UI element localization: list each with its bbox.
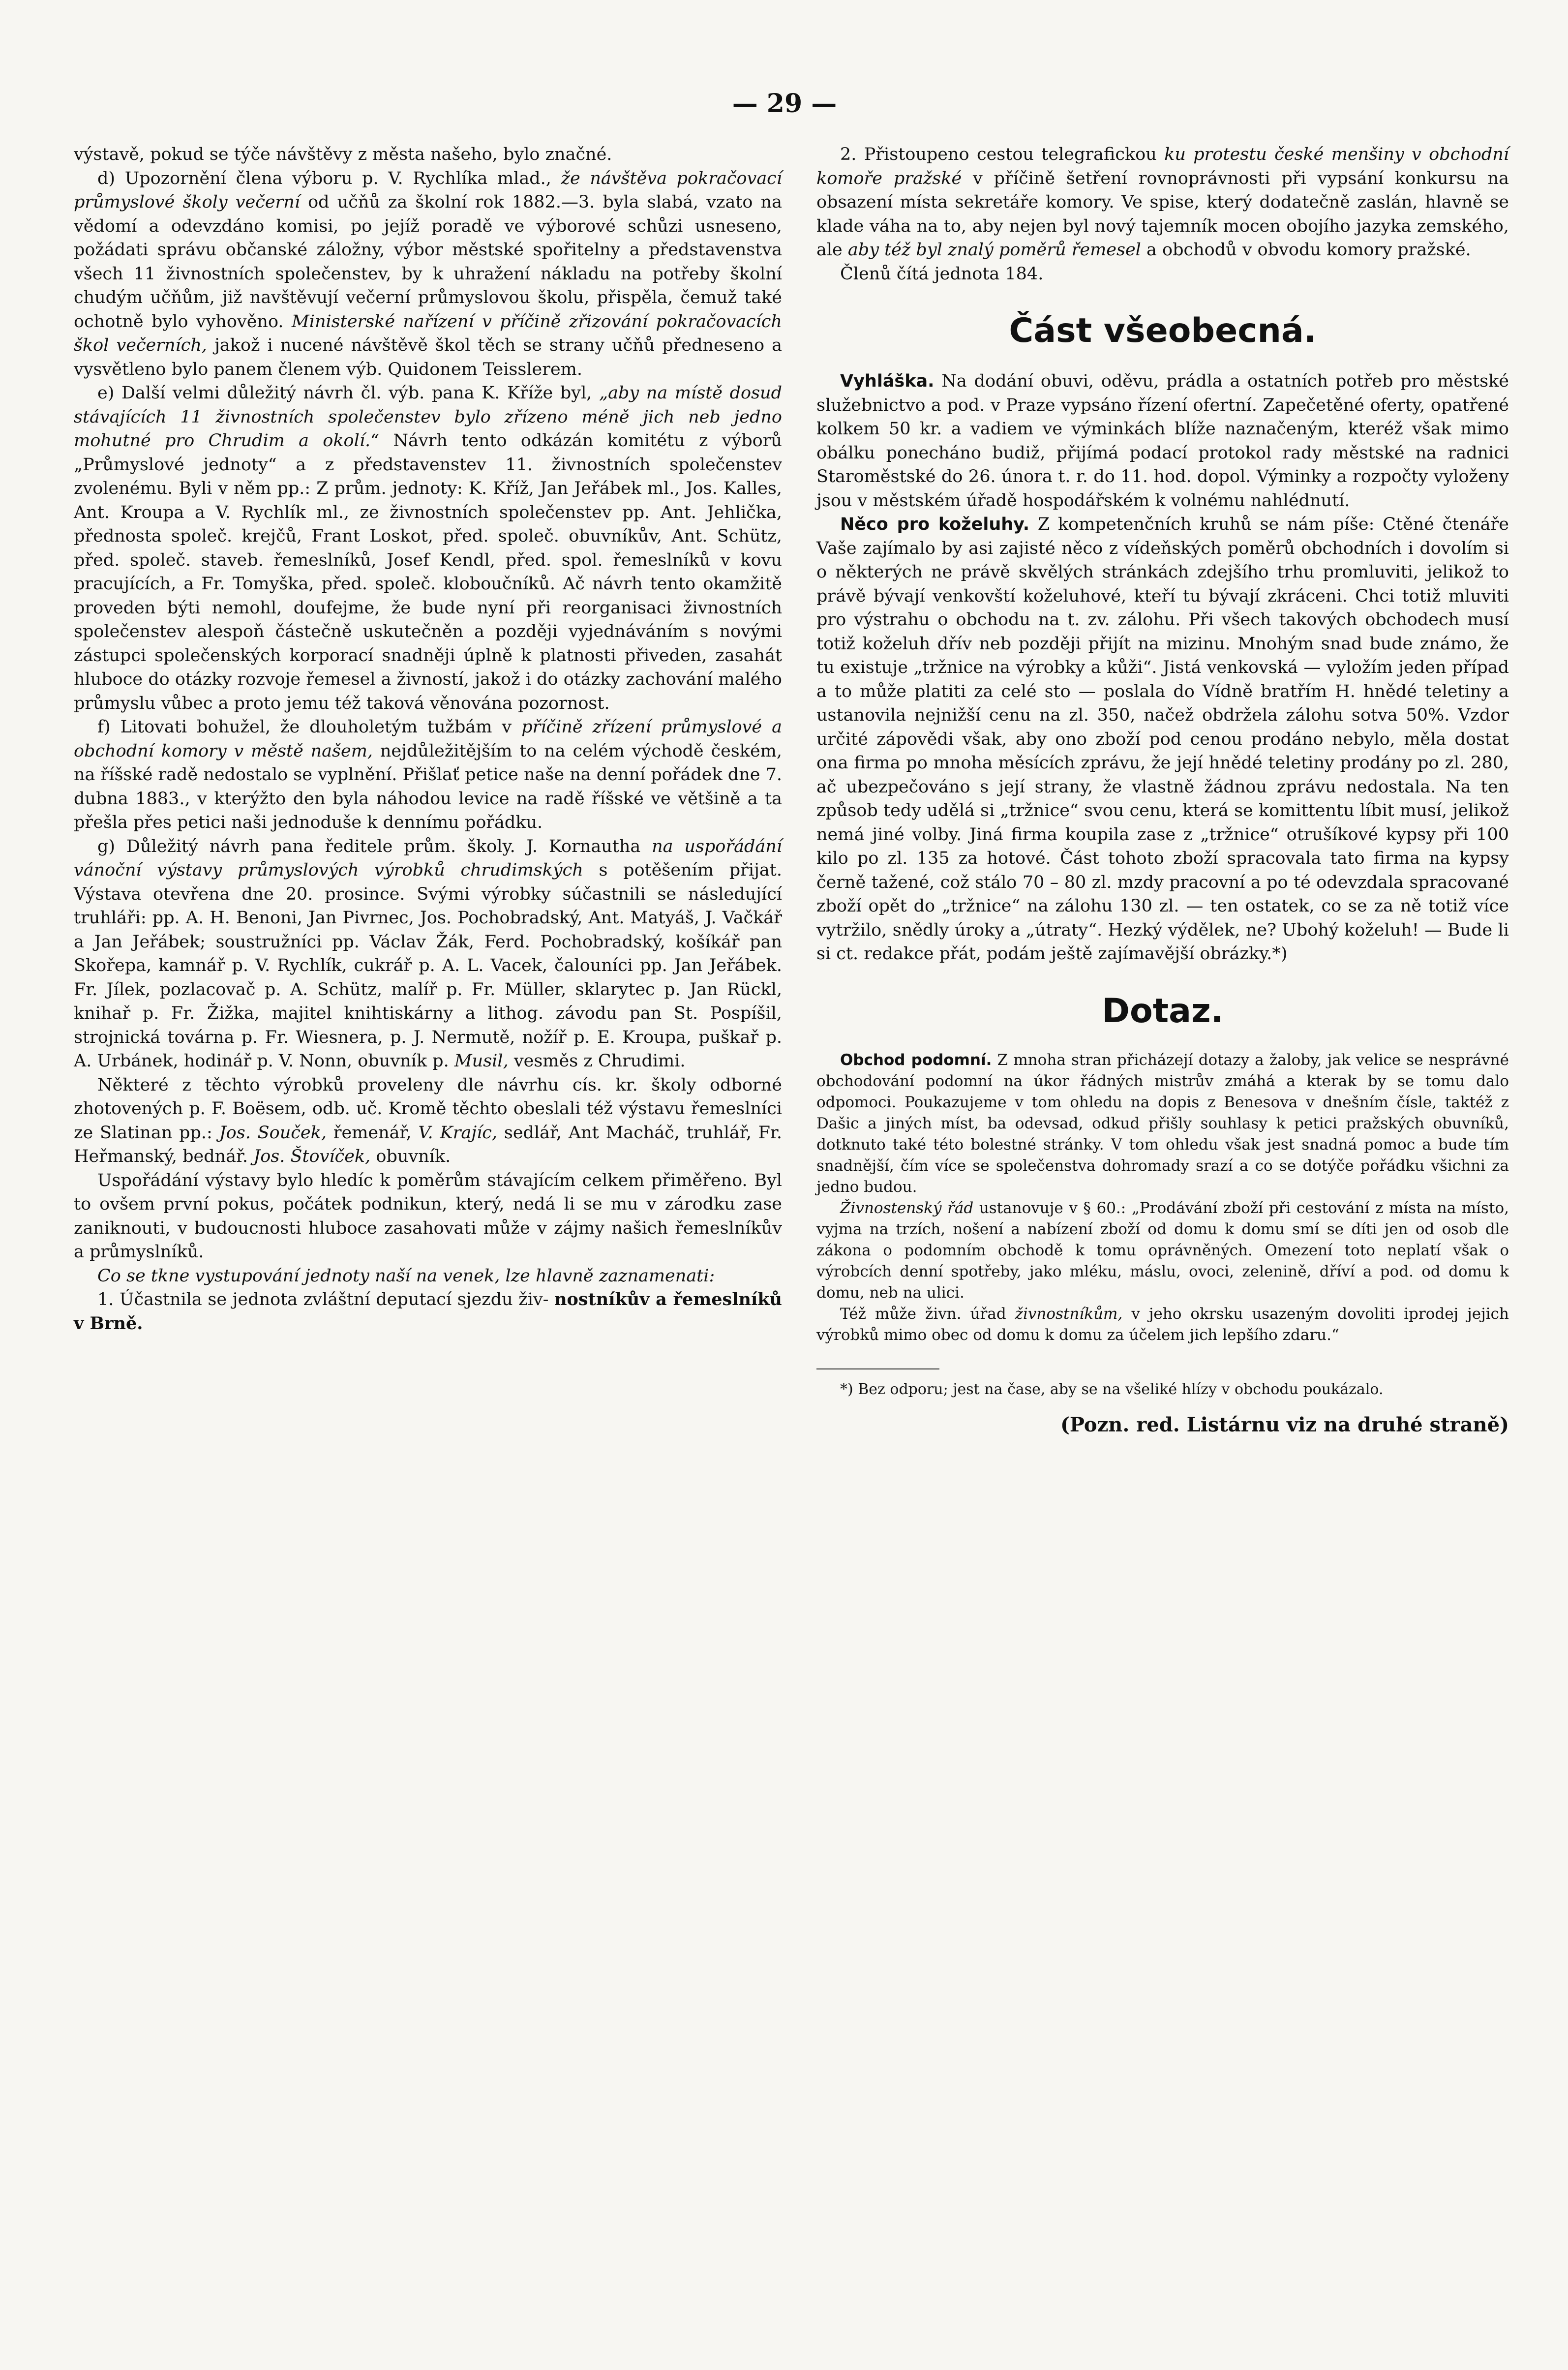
paragraph-item-2: [816, 143, 1509, 262]
text-italic: na uspořádání vánoční výstavy průmyslových výrobků chrudimských: [74, 836, 782, 880]
lead-tanners: Něco pro koželuhy.: [840, 515, 1030, 534]
footnote: *) Bez odporu; jest na čase, aby se na všeliké hlízy v obchodu poukázalo.: [840, 1380, 1384, 1398]
text-italic: Ministerské nařízení v příčině zřizování pokračovacích škol večerních,: [74, 311, 782, 355]
text: 1. Účastnila se jednota zvláštní deputací sjezdu živ-: [97, 1290, 549, 1309]
text-italic: aby též byl znalý poměrů řemesel: [847, 240, 1141, 260]
text: s potěšením přijat. Výstava otevřena dne 20. prosince. Svými výrobky súčastnili se následující truhláři: pp. A. H. Benoni, Jan Pivrnec, Jos. Pochobradský, Ant. Matyáš, J. Vačkář a Jan Jeřábek; soustružníci pp. Václav Žák, Ferd. Pochobradský, košíkář pan Skořepa, kamnář p. V. Rychlík, cukrář p. A. L. Vacek, čalouníci pp. Jan Jeřábek. Fr. Jílek, pozlacovač p. A. Schütz, malíř p. Fr. Müller, sklarytec p. Jan Rückl, knihař p. Fr. Žižka, majitel knihtiskárny a lithog. závodu pan St. Pospíšil, strojnická továrna p. Fr. Wiesnera, p. J. Nermutě, nožíř p. E. Kroupa, puškař p. A. Urbánek, hodinář p. V. Nonn, obuvník p.: [74, 860, 782, 1071]
text: 2. Přistoupeno cestou telegrafickou: [840, 145, 1157, 164]
text-italic: V. Krajíc,: [418, 1123, 498, 1143]
paragraph-outside-activity: [74, 1264, 782, 1288]
paragraph-f: [74, 715, 782, 835]
text: sedlář, Ant Macháč, truhlář, Fr. Heřmanský, bednář.: [74, 1123, 782, 1166]
paragraph-tanners: [816, 513, 1509, 966]
footnote-divider: [816, 1368, 939, 1369]
text-italic: příčině zřízení průmyslové a obchodní komory v městě našem,: [74, 717, 782, 761]
text: nejdůležitějším to na celém východě českém, na říšské radě nedostalo se vyplnění. Přišlať petice naše na denní pořádek dne 7. dubna 1883., v kterýžto den byla náhodou levice na radě říšské ve většině a ta přešla přes petici naši jednoduše k dennímu pořádku.: [74, 741, 782, 832]
left-column: [74, 143, 782, 1336]
paragraph-door-to-door: [816, 1050, 1509, 1198]
text-italic: „aby na místě dosud stávajících 11 živnostních společenstev bylo zřízeno méně jich neb jedno mohutné pro Chrudim a okolí.“: [74, 383, 782, 451]
text: Z kompetenčních kruhů se nám píše: Ctěné čtenáře Vaše zajímalo by asi zajisté něco z vídeňských poměrů obchodních i dovolím si o některých ne právě skvělých stránkách zdejšího trhu promluviti, jelikož to právě bývají venkovští koželuhové, kteří tu bývají zkráceni. Chci totiž mluviti pro výstrahu o obchodu na t. zv. zálohu. Při všech takových obchodech musí totiž koželuh dřív neb později přijít na mizinu. Mnohým snad bude známo, že tu existuje „tržnice na výrobky a kůži“. Jistá venkovská — vyložím jeden případ a to může platiti za celé sto — poslala do Vídně bratřím H. hnědé teletiny a ustanovila nejnižší cenu na zl. 350, načež obdržela zálohu sotva 50%. Vzdor určité zápovědi však, aby ono zboží pod cenou prodáno nebylo, měla dostat ona firma po mnoha měsících zprávu, že její hnědé teletiny prodány po zl. 280, ač ubezpečováno s její strany, že vlastně žádnou zprávu nedostala. Na ten způsob tedy udělá si „tržnice“ svou cenu, která se komittentu líbit musí, jelikož nemá jiné volby. Jiná firma koupila zase z „tržnice“ otrušíkové kypsy při 100 kilo po zl. 135 za hotové. Část tohoto zboží spracovala tato firma na kypsy černě tažené, což stálo 70 – 80 zl. mzdy pracovní a po té odevzdala spracované zboží opět do „tržnice“ na zálohu 130 zl. — ten ostatek, co se za ně totiž více vytržilo, snědly úroky a „útraty“. Hezký výdělek, ne? Ubohý koželuh! — Bude li si ct. redakce přát, podám ještě zajímavější obrázky.*): [816, 515, 1509, 964]
text-bold: nostníkův a řemeslníků v Brně.: [74, 1289, 782, 1334]
paragraph-e: [74, 381, 782, 715]
text-italic: Jos. Souček,: [219, 1123, 327, 1143]
text-italic: Musil,: [454, 1051, 509, 1071]
text: v příčině šetření rovnoprávnosti při vypsání konkursu na obsazení místa sekretáře komory. Ve spise, který dodatečně zaslán, hlavně se klade váha na to, aby nejen byl nový tajemník mocen obojího jazyka zemského, ale: [816, 168, 1509, 260]
text: a obchodů v obvodu komory pražské.: [1146, 240, 1471, 260]
text: ustanovuje v § 60.: „Prodávání zboží při cestování z místa na místo, vyjma na trzích, nošení a nabízení zboží od domu k domu smí se díti jen od osob dle zákona o podomním obchodě k tomu oprávněných. Omezení toto neplatí však o výrobcích denní spotřeby, jako mléku, máslu, ovoci, zelenině, dříví a pod. od domu k domu, neb na ulici.: [816, 1199, 1509, 1302]
text-italic: ku protestu české menšiny v obchodní komoře pražské: [816, 145, 1509, 188]
paragraph-d: [74, 167, 782, 382]
paragraph-item-1: [74, 1288, 782, 1336]
text: řemenář,: [333, 1123, 412, 1143]
paragraph-trade-code: [816, 1198, 1509, 1304]
paragraph-exhibition-summary: Uspořádání výstavy bylo hledíc k poměrům stávajícím celkem přiměřeno. Byl to ovšem první pokus, počátek podnikun, který, nedá li se mu v zárodku zase zaniknouti, v budoucnosti hluboce zasahovati může v zájmy našich řemeslníkův a průmyslníků.: [74, 1170, 782, 1262]
lead-door-to-door: Obchod podomní.: [840, 1051, 992, 1069]
text: jakož i nucené návštěvě škol těch se strany učňů předneseno a vysvětleno bylo panem členem výb. Quidonem Teisslerem.: [74, 335, 782, 379]
text: Na dodání obuvi, oděvu, prádla a ostatních potřeb pro městské služebnictvo a pod. v Praze vypsáno řízení ofertní. Zapečetěné oferty, opatřené kolkem 50 kr. a vadiem ve výminkách blíže naznačeným, kteréž však mimo obálku ponecháno budiž, přijímá podací protokol rady městské na radnici Staroměstské do 26. února t. r. do 11. hod. dopol. Výminky a rozpočty vyloženy jsou v městském úřadě hospodářském k volnému nahlédnutí.: [816, 371, 1509, 511]
paragraph-exhibition-attendance: výstavě, pokud se týče návštěvy z města našeho, bylo značné.: [74, 145, 612, 164]
text-italic: Co se tkne vystupování jednoty naší na venek, lze hlavně zaznamenati:: [97, 1266, 715, 1286]
text-italic: že návštěva pokračovací průmyslové školy večerní: [74, 168, 782, 212]
text: d) Upozornění člena výboru p. V. Rychlíka mlad.,: [97, 168, 551, 188]
text: e) Další velmi důležitý návrh čl. výb. pana K. Kříže byl,: [97, 383, 592, 403]
text: Z mnoha stran přicházejí dotazy a žaloby, jak velice se nesprávné obchodování podomní na úkor řádných mistrův zmáhá a kterak by se tomu dalo odpomoci. Poukazujeme v tom ohledu na dopis z Benesova v dnešním čísle, taktéž z Dašic a jiných míst, ba odevsad, odkud přišly souhlasy k petici pražských obuvníků, dotknuto také této bolestné stránky. V tom ohledu však jest snadná pomoc a bude tím snadnější, čím více se společenstva dohromady srazí a co se dotýče pořádku všichni za jedno budou.: [816, 1051, 1509, 1196]
text: f) Litovati bohužel, že dlouholetým tužbám v: [97, 717, 512, 737]
text-italic: Živnostenský řád: [840, 1199, 974, 1217]
paragraph-exhibitors: [74, 1073, 782, 1169]
editorial-note: (Pozn. red. Listárnu viz na druhé straně): [1060, 1413, 1509, 1436]
text: vesměs z Chrudimi.: [513, 1051, 686, 1071]
text: g) Důležitý návrh pana ředitele prům. školy. J. Kornautha: [97, 836, 641, 856]
paragraph-announcement: [816, 369, 1509, 513]
text: obuvník.: [376, 1147, 451, 1166]
query-section: [816, 1050, 1509, 1346]
text: Návrh tento odkázán komitétu z výborů „Průmyslové jednoty“ a z představenstev 11. živnostních společenstev zvolenému. Byli v něm pp.: Z prům. jednoty: K. Kříž, Jan Jeřábek ml., Jos. Kalles, Ant. Kroupa a V. Rychlík ml., ze živnostních společenstev pp. Ant. Jehlička, přednosta společ. krejčů, Frant Loskot, před. společ. obuvníkův, Ant. Schütz, před. společ. staveb. řemeslníků, Josef Kendl, před. spol. řemeslníků v kovu pracujících, a Fr. Tomyška, před. společ. kloboučníků. Ač návrh tento okamžitě proveden býti nemohl, doufejme, že bude nyní při reorganisaci živnostních společenstev alespoň částečně uskutečněn a později vyjednáváním s novými zástupci společenských korporací snadněji úplně k platnosti přiveden, zasahát hluboce do otázky rozvoje řemesel a živností, jakož i do otázky zachování malého průmyslu vůbec a proto jemu též taková věnována pozornost.: [74, 431, 782, 713]
lead-announcement: Vyhláška.: [840, 371, 935, 391]
paragraph-trade-office: [816, 1304, 1509, 1346]
text: Některé z těchto výrobků proveleny dle návrhu cís. kr. školy odborné zhotovených p. F. Boësem, odb. uč. Kromě těchto obeslali též výstavu řemeslníci ze Slatinan pp.:: [74, 1075, 782, 1143]
text: Též může živn. úřad: [840, 1305, 1006, 1323]
section-heading-query: Dotaz.: [1102, 991, 1224, 1031]
page-number: — 29 —: [732, 89, 837, 119]
paragraph-g: [74, 835, 782, 1073]
text-italic: živnostníkům,: [1015, 1305, 1123, 1323]
text: od učňů za školní rok 1882.—3. byla slabá, vzato na vědomí a odevzdáno komisi, po jejíž poradě ve výborové schůzi usneseno, požádati správu občanské záložny, výbor městské spořitelny a představenstva všech 11 živnostních společenstev, by k uhražení nákladu na potřeby školní chudým učňům, již navštěvují večerní průmyslovou školu, přispěla, čemuž také ochotně bylo vyhověno.: [74, 192, 782, 332]
right-column: [816, 143, 1509, 1437]
text: v jeho okrsku usazeným dovoliti iprodej jejich výrobků mimo obec od domu k domu za účelem jich lepšího zdaru.“: [816, 1305, 1509, 1344]
text-italic: Jos. Štovíček,: [253, 1147, 371, 1166]
section-heading-general: Část všeobecná.: [1009, 311, 1317, 350]
paragraph-membership: Členů čítá jednota 184.: [840, 264, 1044, 284]
